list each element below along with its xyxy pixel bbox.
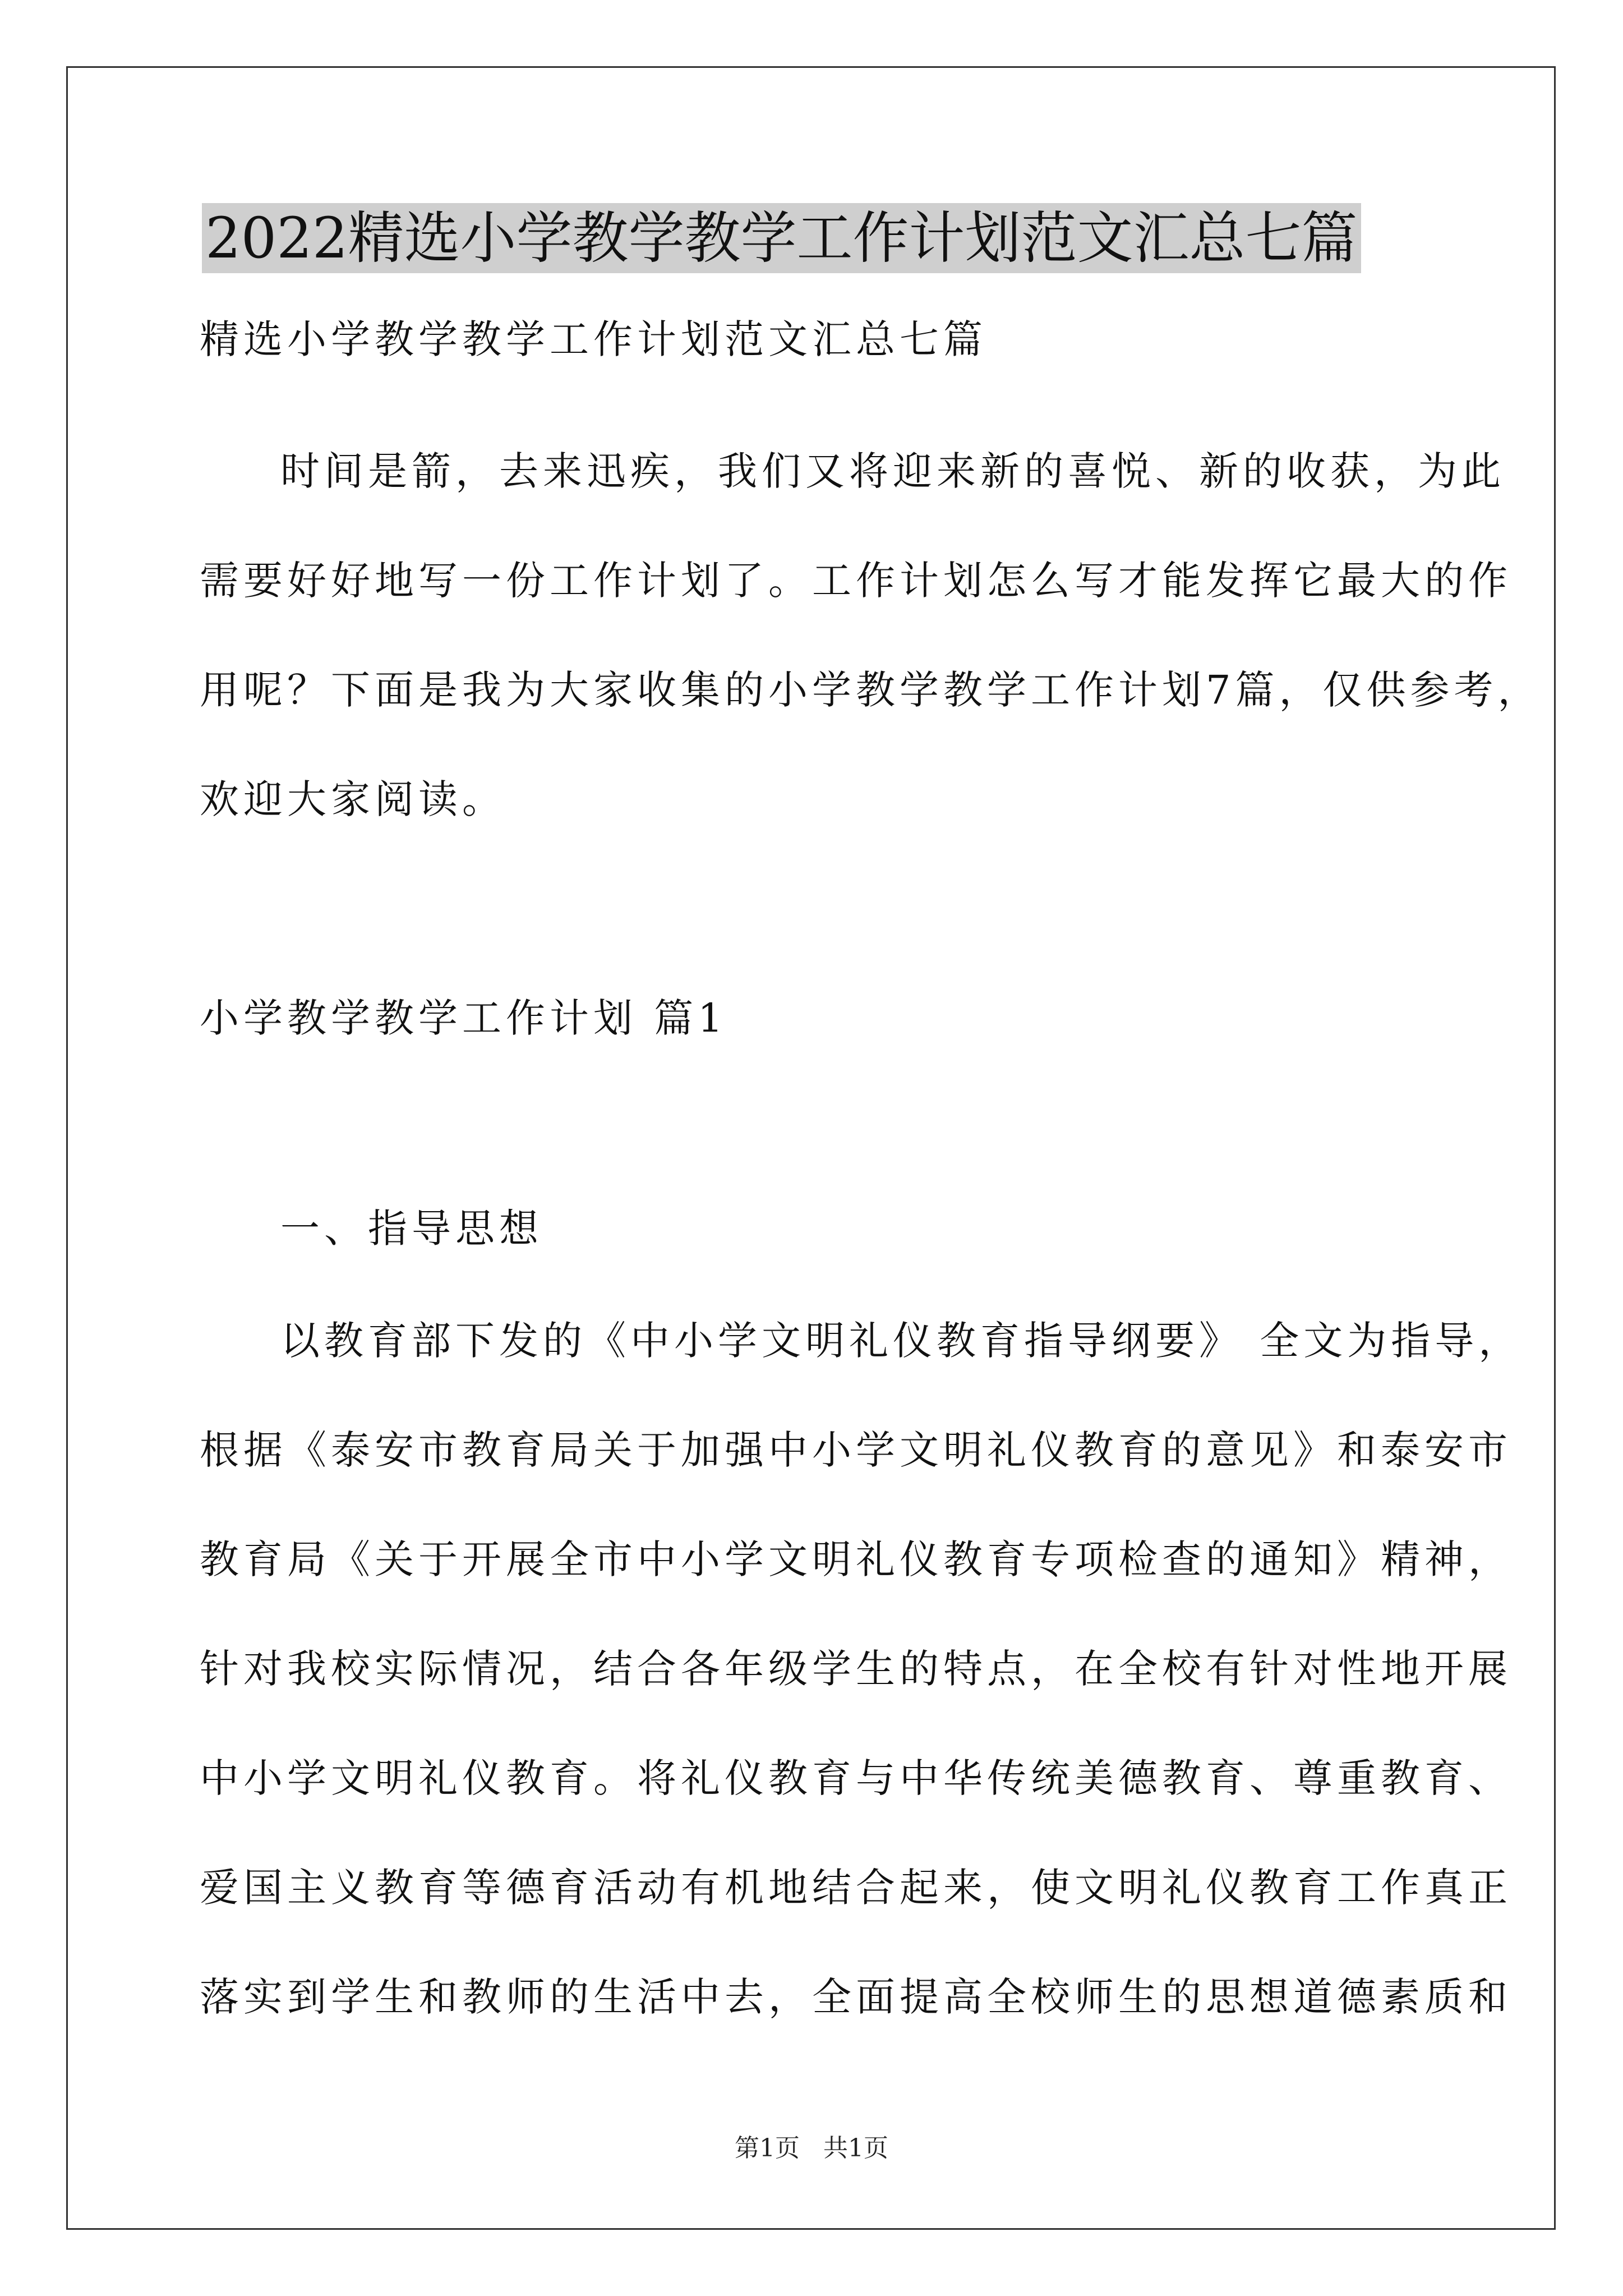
- intro-line: 时间是箭，去来迅疾，我们又将迎来新的喜悦、新的收获，为此: [280, 448, 1505, 494]
- intro-line: 用呢？下面是我为大家收集的小学教学教学工作计划7篇，仅供参考，: [200, 667, 1542, 713]
- body-line: 根据《泰安市教育局关于加强中小学文明礼仪教育的意见》和泰安市: [200, 1427, 1512, 1473]
- body-line: 以教育部下发的《中小学文明礼仪教育指导纲要》 全文为指导，: [280, 1318, 1523, 1364]
- intro-line: 欢迎大家阅读。: [200, 776, 506, 822]
- document-title: 2022精选小学教学教学工作计划范文汇总七篇: [202, 203, 1361, 273]
- subsection-heading: 一、指导思想: [280, 1205, 543, 1251]
- body-line: 教育局《关于开展全市中小学文明礼仪教育专项检查的通知》精神，: [200, 1536, 1512, 1582]
- body-line: 针对我校实际情况，结合各年级学生的特点，在全校有针对性地开展: [200, 1646, 1512, 1692]
- document-subtitle: 精选小学教学教学工作计划范文汇总七篇: [200, 316, 987, 362]
- body-line: 爱国主义教育等德育活动有机地结合起来，使文明礼仪教育工作真正: [200, 1865, 1512, 1911]
- intro-line: 需要好好地写一份工作计划了。工作计划怎么写才能发挥它最大的作: [200, 558, 1512, 604]
- body-line: 中小学文明礼仪教育。将礼仪教育与中华传统美德教育、尊重教育、: [200, 1755, 1512, 1801]
- body-line: 落实到学生和教师的生活中去，全面提高全校师生的思想道德素质和: [200, 1974, 1512, 2020]
- page-number: 第1页 共1页: [735, 2134, 888, 2162]
- section-heading: 小学教学教学工作计划 篇1: [200, 995, 727, 1041]
